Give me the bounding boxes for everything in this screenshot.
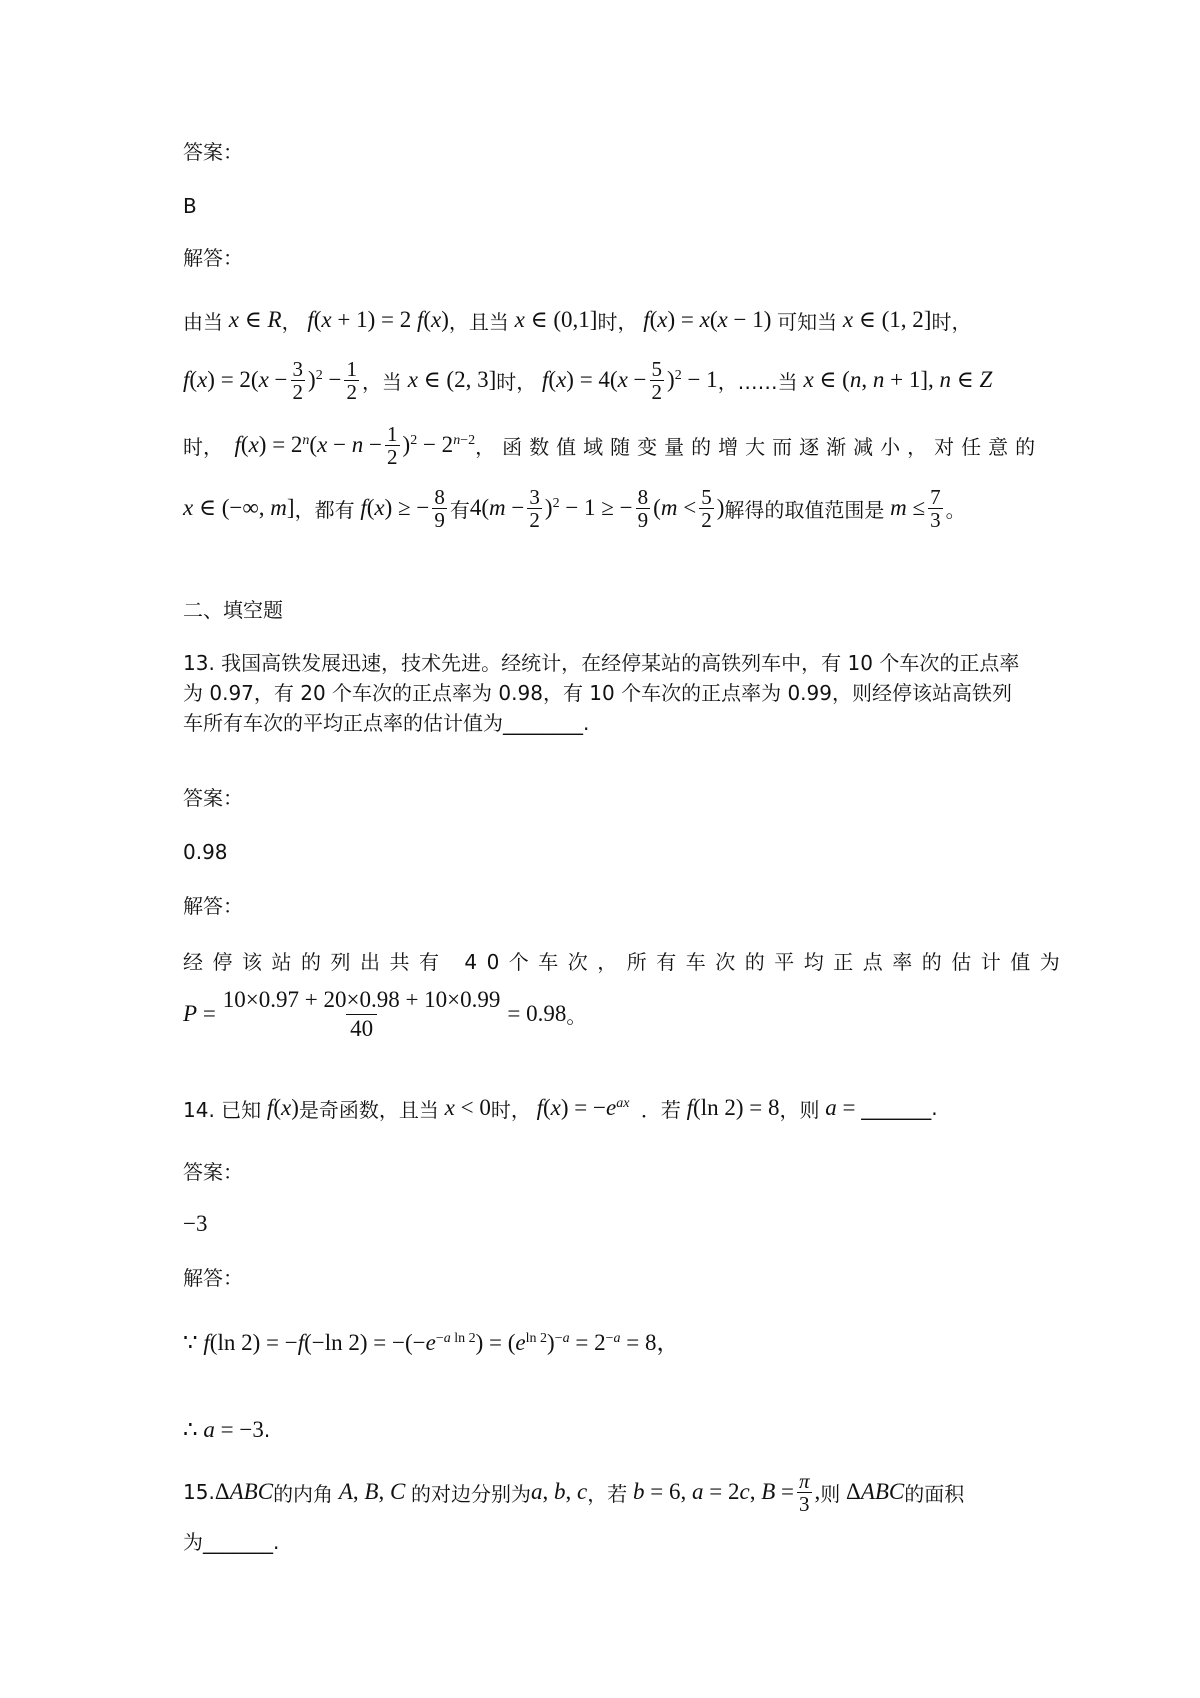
fraction: $\frac{7}{3}$ [930,484,941,532]
q13-solution-formula: P = $\frac{10\times 0.97 + 20\times 0.98 + 10\times 0.99}{40}$ = 0.98 。 [183,986,587,1041]
fraction: $\frac{8}{9}$ [434,484,445,532]
solution-label: 解答： [183,894,243,918]
math-expression: $f(x) = 2^n(x - n$ − [234,432,383,457]
math-expression: f(x) = 4(x − [542,367,647,392]
fraction: $\frac{3}{2}$ [292,356,304,404]
math-expression: x ∈ (0,1] [514,307,598,332]
q12-solution-line-2: f(x) = 2(x − $\frac{3}{2}$ )$^2$ − $\frac{1}{2}$ ，当 x ∈ (2, 3] 时， f(x) = 4(x − $\frac{5}{2}$ )$^2$ − 1 ，……当 x ∈ (n, n + 1], n ∈ Z [183,356,993,404]
math-expression: f(x) ≥ − [360,495,430,520]
math-expression: b = 6, a = 2c, B = [633,1479,794,1504]
solution-label: 解答： [183,1266,243,1290]
answer-value: −3 [183,1211,208,1236]
q12-solution-line-3: 时， $f(x) = 2^n(x - n$ − $\frac{1}{2}$ )$^2 - 2^{n-2}$ ，函数值域随变量的增大而逐渐减小，对任意的 [183,421,1043,469]
q14-solution-line-1 [183,1320,1033,1360]
fraction: $\frac{8}{9}$ [637,484,649,532]
fraction: $\frac{5}{2}$ [701,484,712,532]
math-expression: x ∈ R [228,307,282,332]
math-expression: m ≤ [890,495,926,520]
fraction: $\frac{\pi}{3}$ [798,1468,810,1516]
question-15-line-2: 为_______. [183,1530,280,1554]
math-expression: x ∈ (2, 3] [407,367,497,392]
math-expression: f(x) = x(x − 1) [643,307,778,332]
math-expression: x ∈ (−∞, m] [183,495,295,520]
q12-solution-line-1: 由当 x ∈ R ， f(x + 1) = 2 f(x) ，且当 x ∈ (0,1] 时， f(x) = x(x − 1) 可知当 x ∈ (1, 2] 时， [183,307,972,334]
question-14: 14. 已知 f(x) 是奇函数，且当 x < 0 时， $f(x) = -e^{ax}$ ．若 f(ln 2) = 8 ，则 a = _______. [183,1095,938,1122]
fraction: $\frac{3}{2}$ [529,484,540,532]
math-expression: ∵ f(ln 2) = −f(−ln $2) = -(-e^{-a ln 2}) = (e^{ln 2})^{-a} = 2^{-a} = 8$， [183,1329,680,1355]
math-expression: f(x) [266,1095,299,1120]
answer-value: 0.98 [183,840,228,864]
math-expression: ΔABC [840,1479,905,1504]
math-expression: x < 0 [444,1095,491,1120]
answer-label: 答案： [183,1160,243,1184]
fraction: $\frac{1}{2}$ [346,356,357,404]
section-title: 二、填空题 [183,598,283,622]
math-expression: f(x + 1) = 2 f(x) [307,307,449,332]
q13-solution-line-1: 经停该站的列出共有 40个车次，所有车次的平均正点率的估计值为 [183,950,1070,974]
math-expression: f(x) = 2(x − [183,367,288,392]
math-expression: A, B, C [338,1479,406,1504]
q14-solution-line-2: ∴ a = −3 . [183,1417,271,1442]
math-expression: 4(m − [469,495,525,520]
fraction: $\frac{10\times 0.97 + 20\times 0.98 + 10\times 0.99}{40}$ [222,986,501,1041]
question-15: 15. ΔABC 的内角 A, B, C 的对边分别为 a, b, c ，若 b = 6, a = 2c, B = $\frac{\pi}{3}$ , 则 ΔABC 的面积 [183,1468,965,1516]
math-expression: $f(x) = -e^{ax}$ [536,1095,630,1120]
math-expression: ∴ a = −3 [183,1417,264,1442]
math-expression: x ∈ (1, 2] [842,307,932,332]
math-expression: a, b, c [531,1479,588,1504]
answer-label: 答案： [183,786,243,810]
answer-label: 答案： [183,140,243,164]
fraction: $\frac{1}{2}$ [387,421,398,469]
question-13: 13. 我国高铁发展迅速，技术先进。经统计，在经停某站的高铁列车中，有 10 个车次的正点率为 0.97，有 20 个车次的正点率为 0.98，有 10 个车次的正点率为 0.99，则经停该站高铁列车所有车次的平均正点率的估计值为________. [183,651,1020,735]
math-expression: f(ln 2) = 8 [686,1095,780,1120]
math-expression: a = [825,1095,862,1120]
math-expression: ΔABC [214,1479,274,1504]
q12-solution-line-4: x ∈ (−∞, m] ，都有 f(x) ≥ − $\frac{8}{9}$ 有 4(m − $\frac{3}{2}$ )$^2$ − 1 ≥ − $\frac{8}{9}$ (m < $\frac{5}{2}$ ) 解得的取值范围是 m ≤ $\frac{7}{3}$ 。 [183,484,966,532]
solution-label: 解答： [183,246,243,270]
math-expression: x ∈ (n, n + 1], n ∈ Z [803,367,993,392]
fraction: $\frac{5}{2}$ [651,356,663,404]
answer-value: B [183,194,197,218]
